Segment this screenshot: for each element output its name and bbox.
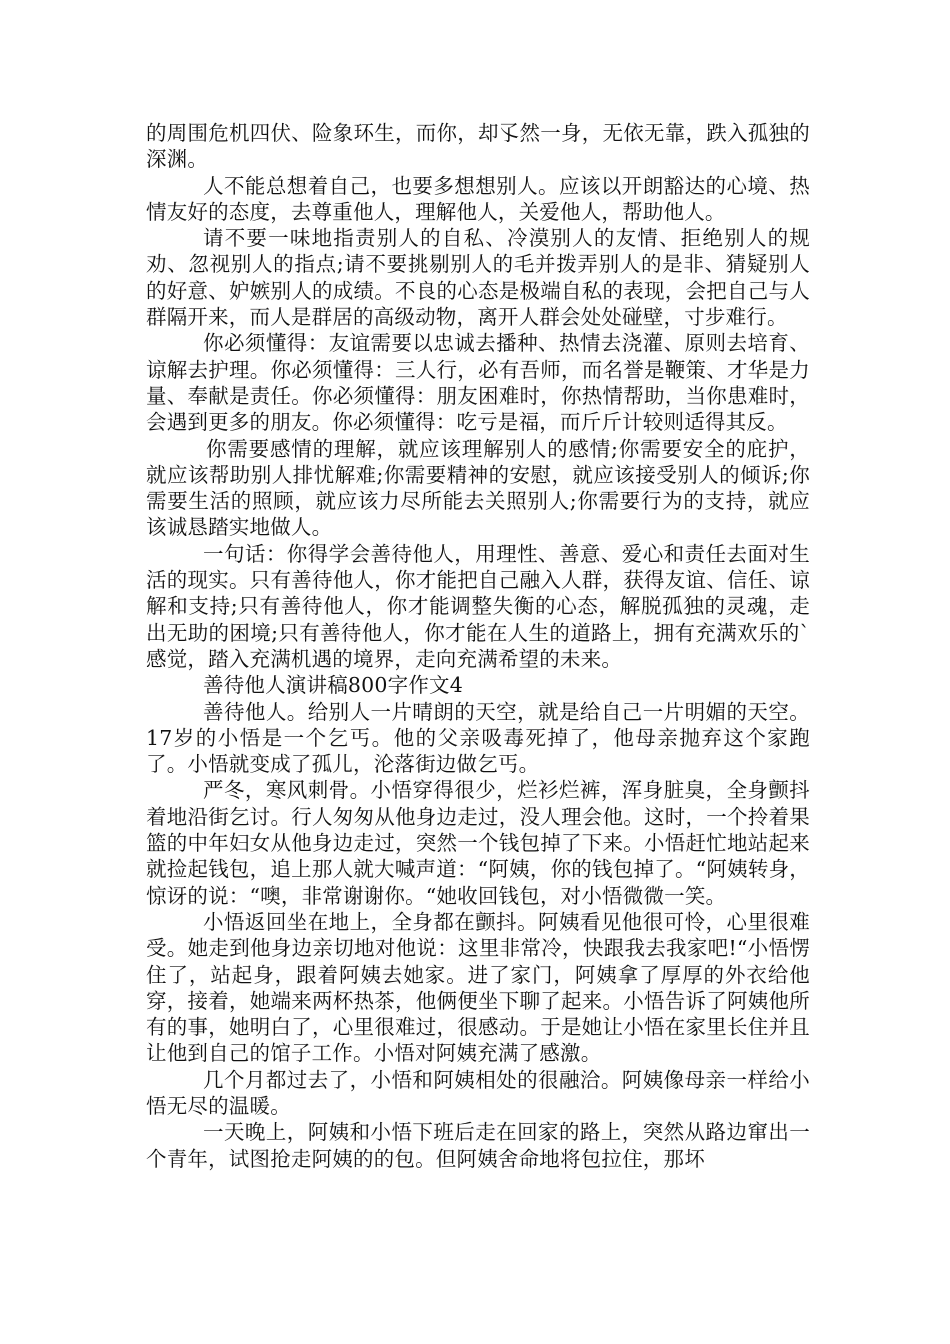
paragraph-5: 你需要感情的理解，就应该理解别人的感情;你需要安全的庇护，就应该帮助别人排忧解难;你需要精神的安慰，就应该接受别人的倾诉;你需要生活的照顾，就应该力尽所能去关照别人;你需要行为的支持，就应该诚恳踏实地做人。 xyxy=(146,436,810,540)
paragraph-2: 人不能总想着自己，也要多想想别人。应该以开朗豁达的心境、热情友好的态度，去尊重他人，理解他人，关爱他人，帮助他人。 xyxy=(146,173,810,224)
paragraph-1: 的周围危机四伏、险象环生，而你，却孓然一身，无依无靠，跌入孤独的深渊。 xyxy=(146,121,810,172)
paragraph-10: 几个月都过去了，小悟和阿姨相处的很融洽。阿姨像母亲一样给小悟无尽的温暖。 xyxy=(146,1067,810,1118)
paragraph-3: 请不要一味地指责别人的自私、冷漠别人的友情、拒绝别人的规劝、忽视别人的指点;请不要挑剔别人的毛并拨弄别人的是非、猜疑别人的好意、妒嫉别人的成绩。不良的心态是极端自私的表现，会把自己与人群隔开来，而人是群居的高级动物，离开人群会处处碰壁，寸步难行。 xyxy=(146,226,810,330)
section-heading: 善待他人演讲稿800字作文4 xyxy=(203,673,463,698)
paragraph-6: 一句话：你得学会善待他人，用理性、善意、爱心和责任去面对生活的现实。只有善待他人，你才能把自己融入人群，获得友谊、信任、谅解和支持;只有善待他人，你才能调整失衡的心态，解脱孤独的灵魂，走出无助的困境;只有善待他人，你才能在人生的道路上，拥有充满欢乐的`感觉，踏入充满机遇的境界，走向充满希望的未来。 xyxy=(146,541,810,671)
paragraph-11: 一天晚上，阿姨和小悟下班后走在回家的路上，突然从路边窜出一个青年，试图抢走阿姨的的包。但阿姨舍命地将包拉住，那坏 xyxy=(146,1120,810,1171)
paragraph-7: 善待他人。给别人一片晴朗的天空，就是给自己一片明媚的天空。17岁的小悟是一个乞丐。他的父亲吸毒死掉了，他母亲抛弃这个家跑了。小悟就变成了孤儿，沦落街边做乞丐。 xyxy=(146,699,810,777)
paragraph-4: 你必须懂得：友谊需要以忠诚去播种、热情去浇灌、原则去培育、谅解去护理。你必须懂得：三人行，必有吾师，而名誉是鞭策、才华是力量、奉献是责任。你必须懂得：朋友困难时，你热情帮助，当你患难时，会遇到更多的朋友。你必须懂得：吃亏是福，而斤斤计较则适得其反。 xyxy=(146,331,810,435)
paragraph-8: 严冬，寒风刺骨。小悟穿得很少，烂衫烂裤，浑身脏臭，全身颤抖着地沿街乞讨。行人匆匆从他身边走过，没人理会他。这时，一个拎着果篮的中年妇女从他身边走过，突然一个钱包掉了下来。小悟赶忙地站起来就捡起钱包，追上那人就大喊声道：“阿姨，你的钱包掉了。“阿姨转身，惊讶的说：“噢，非常谢谢你。“她收回钱包，对小悟微微一笑。 xyxy=(146,778,810,908)
document-body xyxy=(146,120,810,1172)
paragraph-9: 小悟返回坐在地上，全身都在颤抖。阿姨看见他很可怜，心里很难受。她走到他身边亲切地对他说：这里非常冷，快跟我去我家吧!“小悟愣住了，站起身，跟着阿姨去她家。进了家门，阿姨拿了厚厚的外衣给他穿，接着，她端来两杯热茶，他俩便坐下聊了起来。小悟告诉了阿姨他所有的事，她明白了，心里很难过，很感动。于是她让小悟在家里长住并且让他到自己的馆子工作。小悟对阿姨充满了感激。 xyxy=(146,909,810,1066)
